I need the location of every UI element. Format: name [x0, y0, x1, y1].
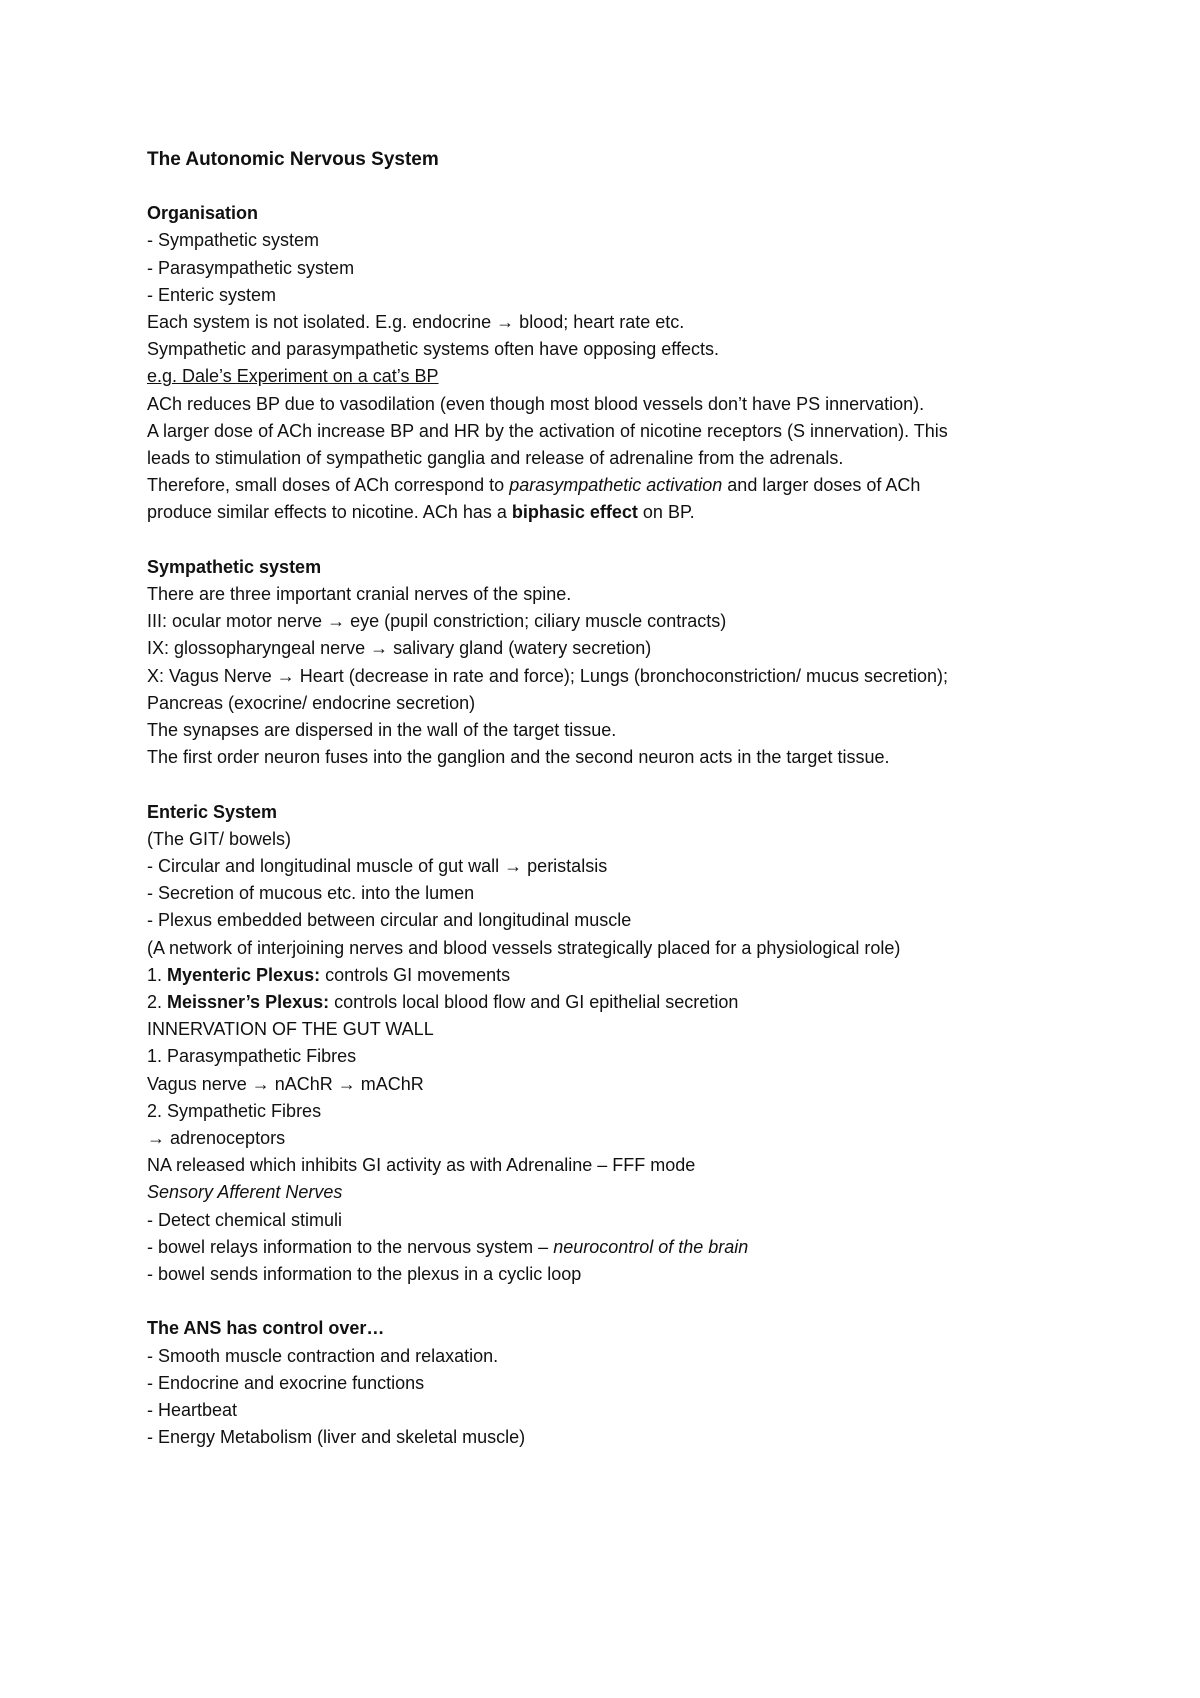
text-line: - Heartbeat — [147, 1400, 238, 1421]
text-line: - Enteric system — [147, 284, 277, 305]
text-line — [147, 962, 1147, 989]
text-line: Vagus nerve → nAChR → mAChR — [147, 1073, 424, 1094]
bold-text: Meissner’s Plexus: — [167, 992, 330, 1013]
heading-enteric: Enteric System — [147, 801, 278, 822]
text-line: - Parasympathetic system — [147, 257, 355, 278]
section-control — [147, 1315, 1147, 1451]
text-line: Each system is not isolated. E.g. endocrine → blood; heart rate etc. — [147, 312, 685, 333]
text-span: - bowel relays information to the nervous system – — [147, 1236, 554, 1257]
heading-sympathetic: Sympathetic system — [147, 556, 322, 577]
text-span: controls local blood flow and GI epithelial secretion — [329, 992, 739, 1013]
text-line: leads to stimulation of sympathetic ganglia and release of adrenaline from the adrenals. — [147, 448, 844, 469]
text-line: (The GIT/ bowels) — [147, 828, 292, 849]
text-line: - Energy Metabolism (liver and skeletal muscle) — [147, 1427, 526, 1448]
text-line: A larger dose of ACh increase BP and HR by the activation of nicotine receptors (S innervation). This — [147, 420, 948, 441]
text-span: produce similar effects to nicotine. ACh has a — [147, 502, 512, 523]
text-line: - Endocrine and exocrine functions — [147, 1372, 425, 1393]
text-span: controls GI movements — [320, 964, 511, 985]
text-span: Therefore, small doses of ACh correspond to — [147, 475, 510, 496]
text-span: on BP. — [637, 502, 695, 523]
text-line: - Plexus embedded between circular and longitudinal muscle — [147, 910, 632, 931]
text-line — [147, 472, 1147, 499]
text-line: IX: glossopharyngeal nerve → salivary gland (watery secretion) — [147, 638, 652, 659]
italic-text: neurocontrol of the brain — [553, 1236, 749, 1257]
spacer — [147, 771, 1147, 798]
text-line: 1. Parasympathetic Fibres — [147, 1046, 357, 1067]
text-line: III: ocular motor nerve → eye (pupil constriction; ciliary muscle contracts) — [147, 611, 727, 632]
heading-organisation: Organisation — [147, 203, 259, 224]
example-heading: e.g. Dale’s Experiment on a cat’s BP — [147, 366, 439, 387]
section-organisation — [147, 200, 1147, 526]
text-line: NA released which inhibits GI activity as with Adrenaline – FFF mode — [147, 1155, 696, 1176]
bold-text: Myenteric Plexus: — [167, 964, 321, 985]
text-line: - Secretion of mucous etc. into the lumen — [147, 883, 475, 904]
text-span: 2. — [147, 992, 168, 1013]
text-line: - Sympathetic system — [147, 230, 320, 251]
text-line — [147, 1234, 1147, 1261]
spacer — [147, 1288, 1147, 1315]
text-line: ACh reduces BP due to vasodilation (even though most blood vessels don’t have PS innervation). — [147, 393, 925, 414]
italic-text: parasympathetic activation — [509, 475, 723, 496]
text-line — [147, 989, 1147, 1016]
text-line — [147, 499, 1147, 526]
text-line: Sympathetic and parasympathetic systems often have opposing effects. — [147, 339, 719, 360]
document-page — [147, 146, 1147, 1452]
text-line: - bowel sends information to the plexus in a cyclic loop — [147, 1264, 582, 1285]
text-line: X: Vagus Nerve → Heart (decrease in rate and force); Lungs (bronchoconstriction/ mucus secretion); — [147, 665, 949, 686]
text-line: - Smooth muscle contraction and relaxation. — [147, 1345, 499, 1366]
heading-control: The ANS has control over… — [147, 1318, 385, 1339]
text-line: - Circular and longitudinal muscle of gut wall → peristalsis — [147, 856, 608, 877]
text-line: INNERVATION OF THE GUT WALL — [147, 1019, 434, 1040]
bold-text: biphasic effect — [511, 502, 638, 523]
text-line: There are three important cranial nerves of the spine. — [147, 584, 572, 605]
text-span: and larger doses of ACh — [722, 475, 921, 496]
italic-subheading: Sensory Afferent Nerves — [147, 1182, 343, 1203]
text-line: (A network of interjoining nerves and blood vessels strategically placed for a physiological role) — [147, 937, 901, 958]
text-span: 1. — [147, 964, 168, 985]
text-line: The synapses are dispersed in the wall of the target tissue. — [147, 720, 617, 741]
section-enteric — [147, 799, 1147, 1289]
document-title: The Autonomic Nervous System — [147, 149, 439, 170]
text-line: 2. Sympathetic Fibres — [147, 1100, 322, 1121]
text-line: → adrenoceptors — [147, 1128, 286, 1149]
text-line: - Detect chemical stimuli — [147, 1209, 343, 1230]
section-sympathetic — [147, 554, 1147, 772]
spacer — [147, 527, 1147, 554]
text-line: The first order neuron fuses into the ganglion and the second neuron acts in the target tissue. — [147, 747, 890, 768]
text-line: Pancreas (exocrine/ endocrine secretion) — [147, 692, 476, 713]
